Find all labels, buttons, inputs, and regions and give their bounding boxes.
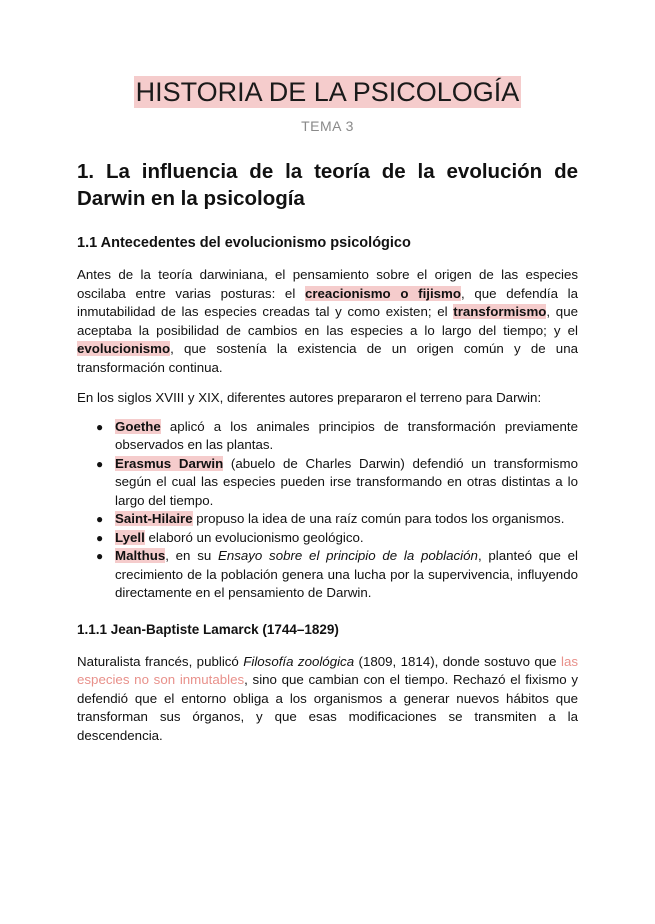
paragraph-antecedentes [77,266,578,377]
list-item-text: (abuelo de Charles Darwin) defendió un transformismo según el cual las especies pueden irse transformando en otras distintas a lo largo del tiempo. [115,455,578,508]
document-title [77,76,578,108]
document-page [0,76,655,924]
list-item-text: propuso la idea de una raíz común para todos los organismos. [192,511,565,526]
text-run: Antes de la teoría darwiniana, el pensamiento sobre el origen de las especies oscilaba entre varias posturas: el [77,267,578,301]
paragraph-lamarck [77,653,578,746]
section-1-1-1-heading: 1.1.1 Jean-Baptiste Lamarck (1744–1829) [77,621,339,637]
bullet-icon: ● [96,419,104,434]
author-name: Lyell [115,529,145,545]
author-name: Erasmus Darwin [115,455,224,471]
paragraph-siglos: En los siglos XVIII y XIX, diferentes autores prepararon el terreno para Darwin: [77,390,542,405]
list-item [96,418,578,455]
book-title: Filosofía zoológica [243,653,355,669]
text-run: (1809, 1814), donde sostuvo que [354,653,561,669]
document-title-text: HISTORIA DE LA PSICOLOGÍA [135,77,520,107]
list-item-text: elaboró un evolucionismo geológico. [144,529,364,545]
list-item [96,547,578,603]
text-run: Naturalista francés, publicó [77,653,244,669]
text-run: , que defendía la inmutabilidad de las especies creadas tal y como existen; el [77,285,578,319]
bullet-icon: ● [96,549,104,563]
list-item [96,529,578,548]
document-subtitle: TEMA 3 [301,118,354,134]
highlight-evolucionismo: evolucionismo [77,341,171,356]
list-item-text: , planteó que el crecimiento de la población genera una lucha por la supervivencia, influyendo directamente en el pensamiento de Darwin. [115,548,578,600]
bullet-icon: ● [96,456,104,471]
text-run: , que sostenía la existencia de un origen común y de una transformación continua. [77,341,578,375]
highlight-transformismo: transformismo [453,304,547,319]
author-name: Goethe [115,418,161,434]
list-item [96,455,578,511]
book-title: Ensayo sobre el principio de la población [217,548,478,563]
bullet-icon: ● [96,530,104,545]
text-run: , sino que cambian con el tiempo. Rechazó el fixismo y defendió que el entorno obliga a los organismos a generar nuevos hábitos que transforman sus órganos, y que esas modificaciones se transmiten a la descendencia. [77,672,578,743]
pink-emphasis: las especies no son inmutables [77,653,578,687]
author-name: Malthus [115,548,166,563]
authors-list [77,418,578,603]
highlight-creacionismo: creacionismo o fijismo [304,285,461,301]
list-item-text: aplicó a los animales principios de transformación previamente observados en las plantas. [115,418,578,452]
bullet-icon: ● [96,512,104,526]
author-name: Saint-Hilaire [115,511,193,526]
section-1-1-heading: 1.1 Antecedentes del evolucionismo psicológico [77,235,411,251]
section-1-heading: 1. La influencia de la teoría de la evolución de Darwin en la psicología [77,160,578,210]
list-item-text: , en su [165,548,218,563]
list-item [96,510,578,529]
text-run: , que aceptaba la posibilidad de cambios en las especies a lo largo del tiempo; y el [77,304,578,338]
